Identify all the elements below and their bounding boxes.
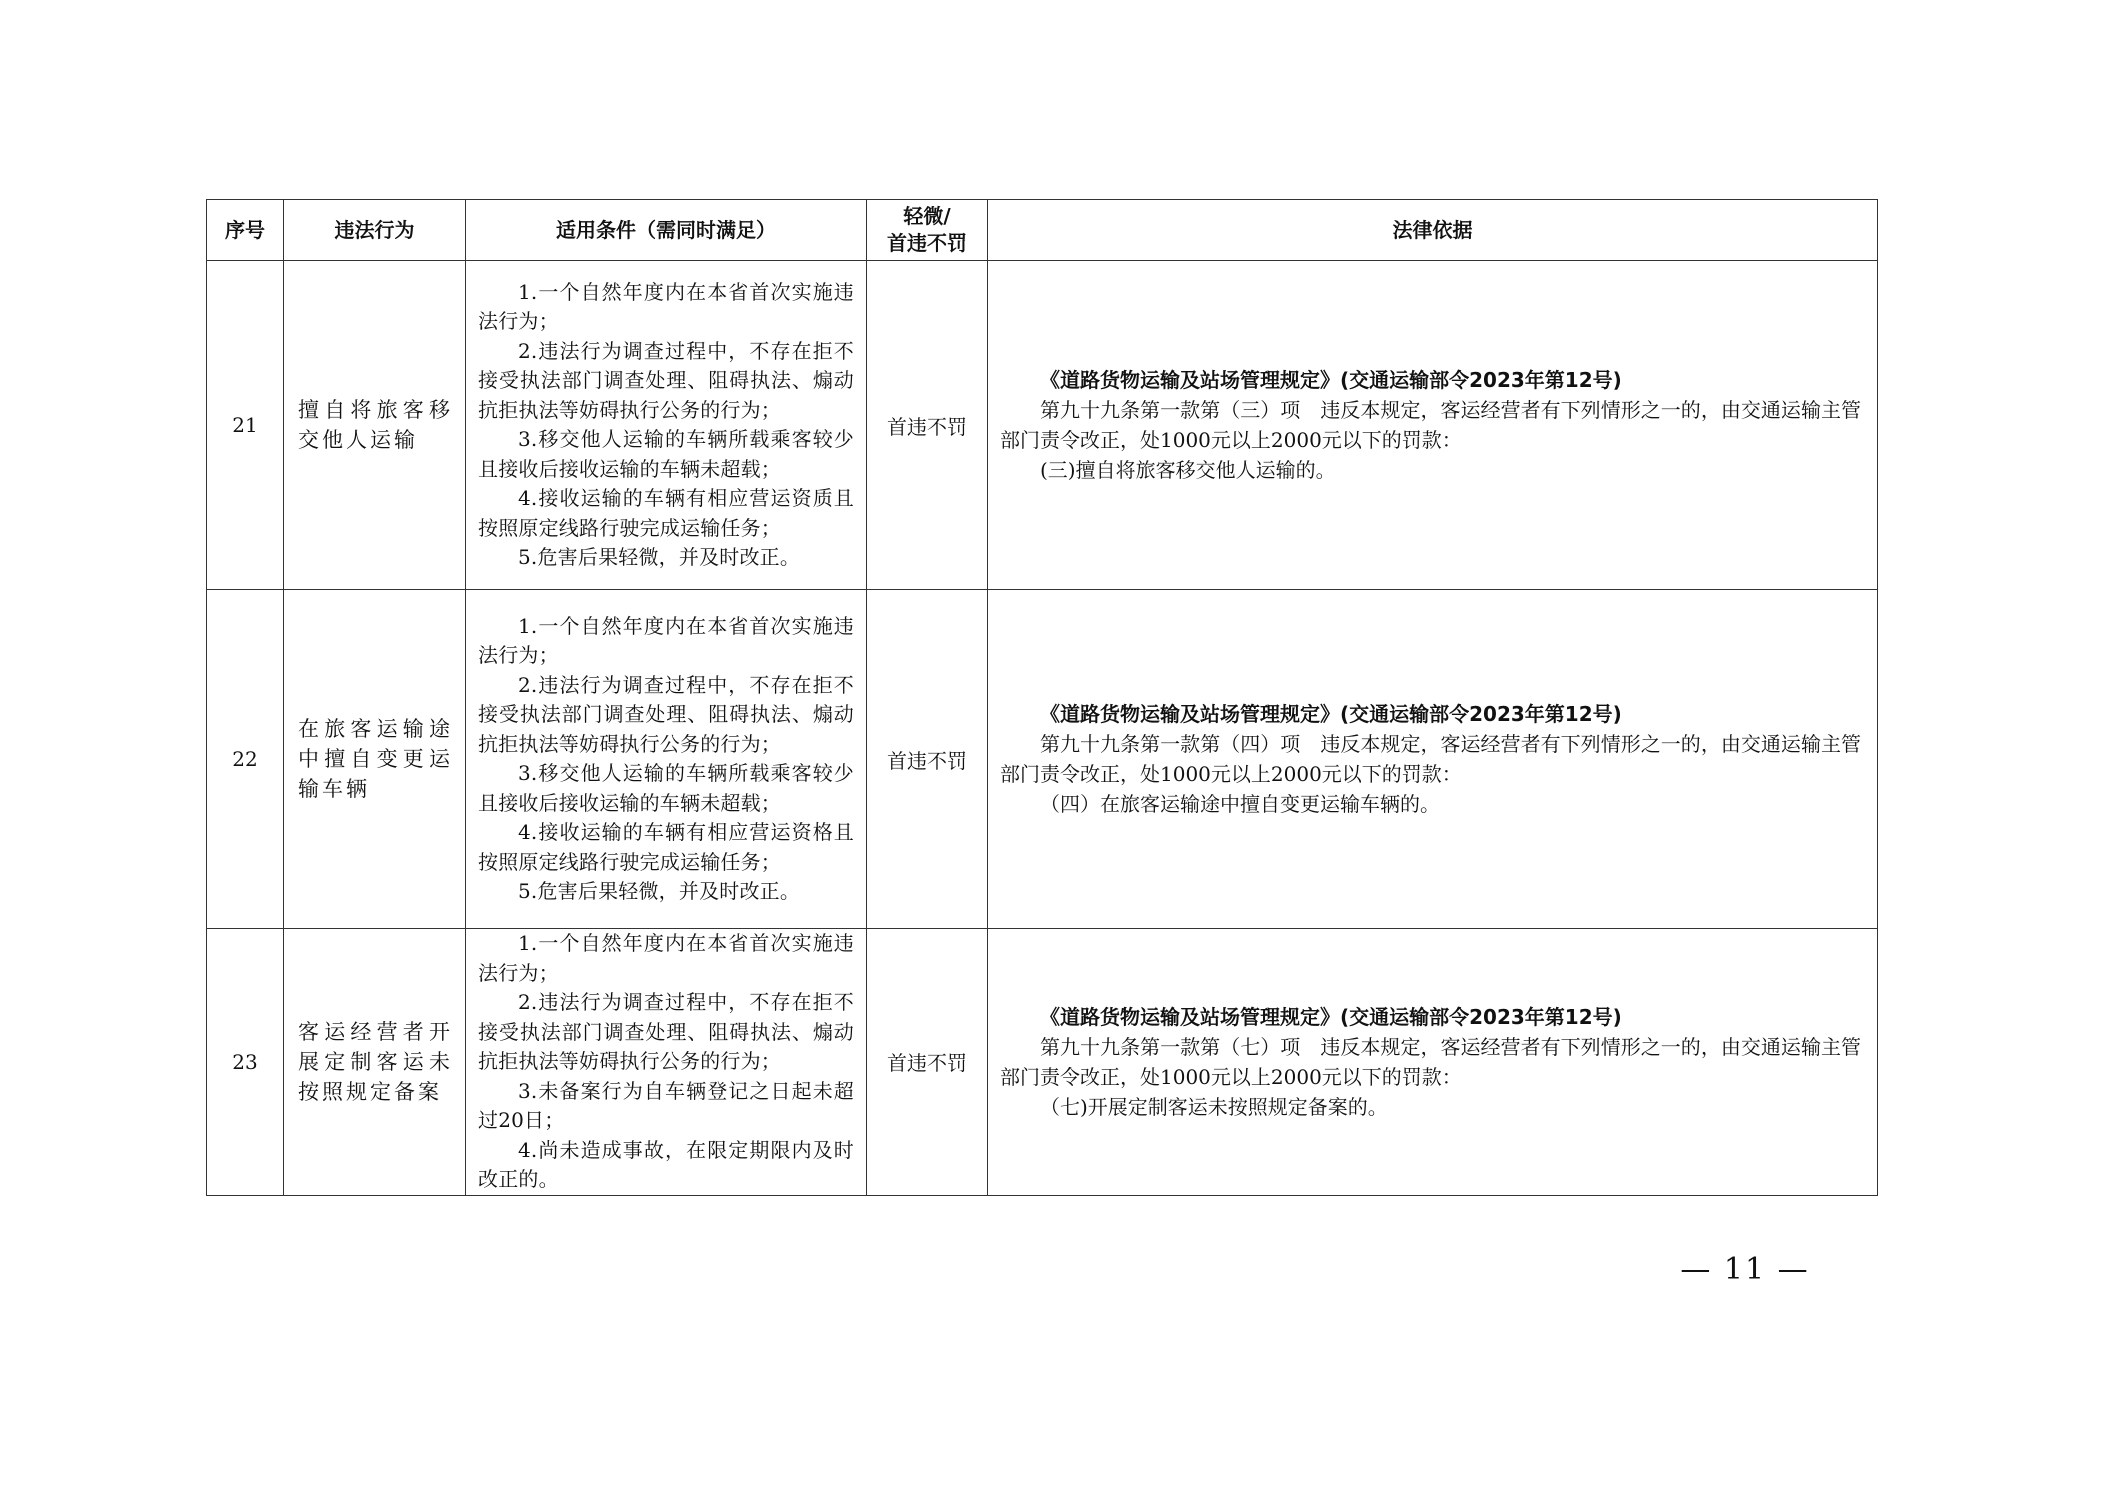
law-title: 《道路货物运输及站场管理规定》(交通运输部令2023年第12号) <box>1040 1004 1622 1029</box>
table-row <box>207 590 1878 929</box>
row-seq: 22 <box>207 590 284 929</box>
row-violation: 擅自将旅客移交他人运输 <box>284 261 466 590</box>
row-seq: 21 <box>207 261 284 590</box>
law-item: （四）在旅客运输途中擅自变更运输车辆的。 <box>1040 792 1440 816</box>
law-clause: 第九十九条第一款第（七）项 违反本规定，客运经营者有下列情形之一的，由交通运输主管部门责令改正，处1000元以上2000元以下的罚款： <box>1000 1034 1861 1089</box>
header-minor-line2: 首违不罚 <box>887 231 967 255</box>
row-minor-first-offense: 首违不罚 <box>867 261 988 590</box>
law-item: (三)擅自将旅客移交他人运输的。 <box>1040 458 1336 482</box>
header-legal-basis: 法律依据 <box>988 200 1878 261</box>
condition-item: 3.移交他人运输的车辆所载乘客较少且接收后接收运输的车辆未超载； <box>478 761 854 815</box>
row-legal-basis <box>988 261 1878 590</box>
law-title: 《道路货物运输及站场管理规定》(交通运输部令2023年第12号) <box>1040 368 1622 392</box>
condition-item: 4.尚未造成事故，在限定期限内及时改正的。 <box>478 1137 854 1191</box>
row-seq: 23 <box>207 929 284 1196</box>
row-legal-basis <box>988 590 1878 929</box>
condition-item: 1.一个自然年度内在本省首次实施违法行为； <box>478 279 854 333</box>
row-violation: 在旅客运输途中擅自变更运输车辆 <box>284 590 466 929</box>
condition-item: 3.未备案行为自车辆登记之日起未超过20日； <box>478 1078 854 1132</box>
law-item: （七)开展定制客运未按照规定备案的。 <box>1040 1094 1388 1119</box>
row-minor-first-offense: 首违不罚 <box>867 590 988 929</box>
table-row <box>207 929 1878 1196</box>
row-conditions <box>466 590 867 929</box>
header-minor-first-offense <box>867 200 988 261</box>
header-minor-line1: 轻微/ <box>903 204 951 228</box>
condition-item: 5.危害后果轻微，并及时改正。 <box>518 879 801 903</box>
row-conditions <box>466 261 867 590</box>
condition-item: 2.违法行为调查过程中，不存在拒不接受执法部门调查处理、阻碍执法、煽动抗拒执法等妨碍执行公务的行为； <box>478 990 854 1073</box>
row-legal-basis <box>988 929 1878 1196</box>
header-conditions: 适用条件（需同时满足） <box>466 200 867 261</box>
row-violation: 客运经营者开展定制客运未按照规定备案 <box>284 929 466 1196</box>
condition-item: 2.违法行为调查过程中，不存在拒不接受执法部门调查处理、阻碍执法、煽动抗拒执法等妨碍执行公务的行为； <box>478 338 854 422</box>
table-row <box>207 261 1878 590</box>
condition-item: 1.一个自然年度内在本省首次实施违法行为； <box>478 931 854 985</box>
condition-item: 2.违法行为调查过程中，不存在拒不接受执法部门调查处理、阻碍执法、煽动抗拒执法等妨碍执行公务的行为； <box>478 672 854 756</box>
law-title: 《道路货物运输及站场管理规定》(交通运输部令2023年第12号) <box>1040 702 1622 726</box>
condition-item: 1.一个自然年度内在本省首次实施违法行为； <box>478 613 854 667</box>
law-clause: 第九十九条第一款第（三）项 违反本规定，客运经营者有下列情形之一的，由交通运输主管部门责令改正，处1000元以上2000元以下的罚款： <box>1000 398 1861 452</box>
table-header-row <box>207 200 1878 261</box>
penalty-table <box>206 199 1878 1196</box>
condition-item: 5.危害后果轻微，并及时改正。 <box>518 545 801 569</box>
condition-item: 4.接收运输的车辆有相应营运资质且按照原定线路行驶完成运输任务； <box>478 486 854 540</box>
row-conditions <box>466 929 867 1196</box>
row-minor-first-offense: 首违不罚 <box>867 929 988 1196</box>
condition-item: 3.移交他人运输的车辆所载乘客较少且接收后接收运输的车辆未超载； <box>478 427 854 481</box>
law-clause: 第九十九条第一款第（四）项 违反本规定，客运经营者有下列情形之一的，由交通运输主管部门责令改正，处1000元以上2000元以下的罚款： <box>1000 732 1861 786</box>
header-violation: 违法行为 <box>284 200 466 261</box>
condition-item: 4.接收运输的车辆有相应营运资格且按照原定线路行驶完成运输任务； <box>478 820 854 874</box>
header-seq: 序号 <box>207 200 284 261</box>
page-number: — 11 — <box>1680 1252 1810 1287</box>
